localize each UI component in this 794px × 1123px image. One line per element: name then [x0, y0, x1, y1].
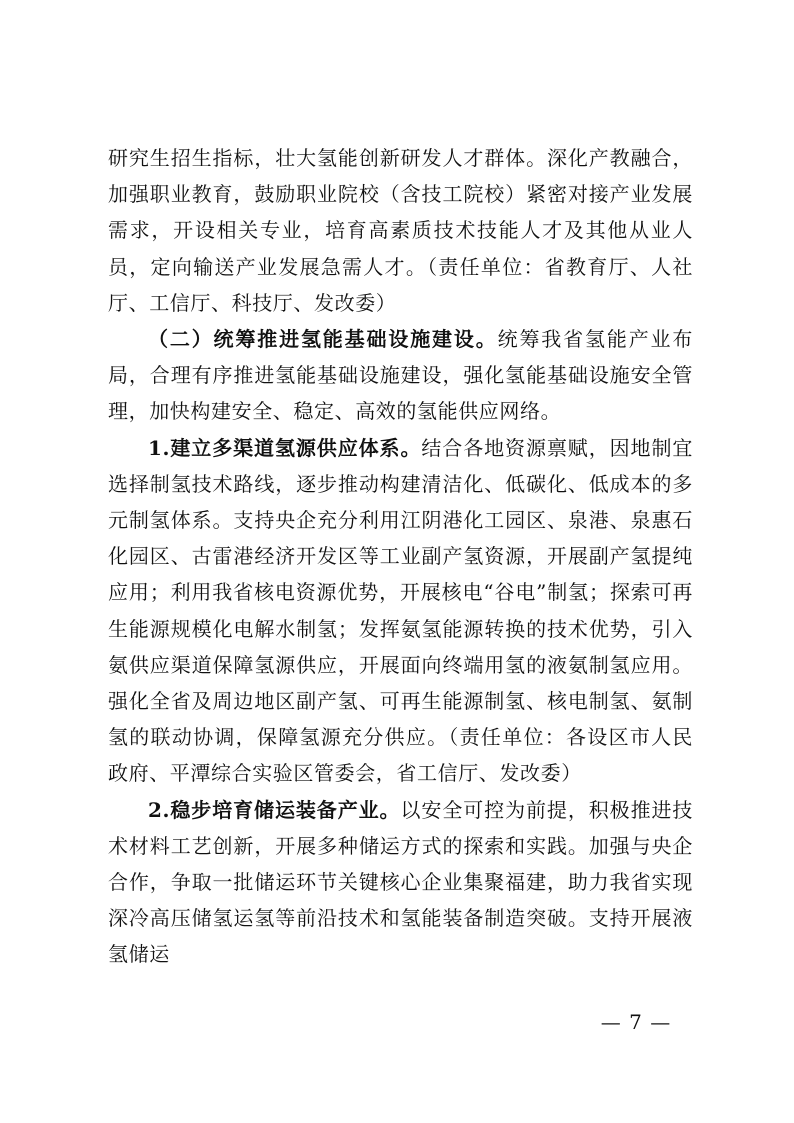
paragraph-storage-transport [108, 792, 693, 973]
paragraph-text: 研究生招生指标，壮大氢能创新研发人才群体。深化产教融合，加强职业教育，鼓励职业院校（含技工院校）紧密对接产业发展需求，开设相关专业，培育高素质技术技能人才及其他从业人员，定向输送产业发展急需人才。（责任单位：省教育厅、人社厅、工信厅、科技厅、发改委） [108, 146, 693, 315]
page-number: — 7 — [600, 1010, 672, 1034]
section-heading-infrastructure: （二）统筹推进氢能基础设施建设。 [148, 327, 498, 352]
document-body [108, 140, 693, 973]
paragraph-text: 统筹我省氢能产业布局，合理有序推进氢能基础设施建设，强化氢能基础设施安全管理，加快构建安全、稳定、高效的氢能供应网络。 [108, 327, 693, 424]
paragraph-text: 以安全可控为前提，积极推进技术材料工艺创新，开展多种储运方式的探索和实践。加强与央企合作，争取一批储运环节关键核心企业集聚福建，助力我省实现深冷高压储氢运氢等前沿技术和氢能装备制造突破。支持开展液氢储运 [108, 797, 693, 967]
paragraph-infrastructure [108, 321, 693, 430]
paragraph-text: 结合各地资源禀赋，因地制宜选择制氢技术路线，逐步推动构建清洁化、低碳化、低成本的多元制氢体系。支持央企充分利用江阴港化工园区、泉港、泉惠石化园区、古雷港经济开发区等工业副产氢资源，开展副产氢提纯应用；利用我省核电资源优势，开展核电“谷电”制氢；探索可再生能源规模化电解水制氢；发挥氨氢能源转换的技术优势，引入氨供应渠道保障氢源供应，开展面向终端用氢的液氨制氢应用。强化全省及周边地区副产氢、可再生能源制氢、核电制氢、氨制氢的联动协调，保障氢源充分供应。（责任单位：各设区市人民政府、平潭综合实验区管委会，省工信厅、发改委） [108, 435, 693, 786]
subsection-heading-hydrogen-supply: 1.建立多渠道氢源供应体系。 [148, 435, 422, 460]
paragraph-hydrogen-supply [108, 430, 693, 792]
subsection-heading-storage-transport: 2.稳步培育储运装备产业。 [148, 797, 401, 822]
paragraph-talent-training [108, 140, 693, 321]
